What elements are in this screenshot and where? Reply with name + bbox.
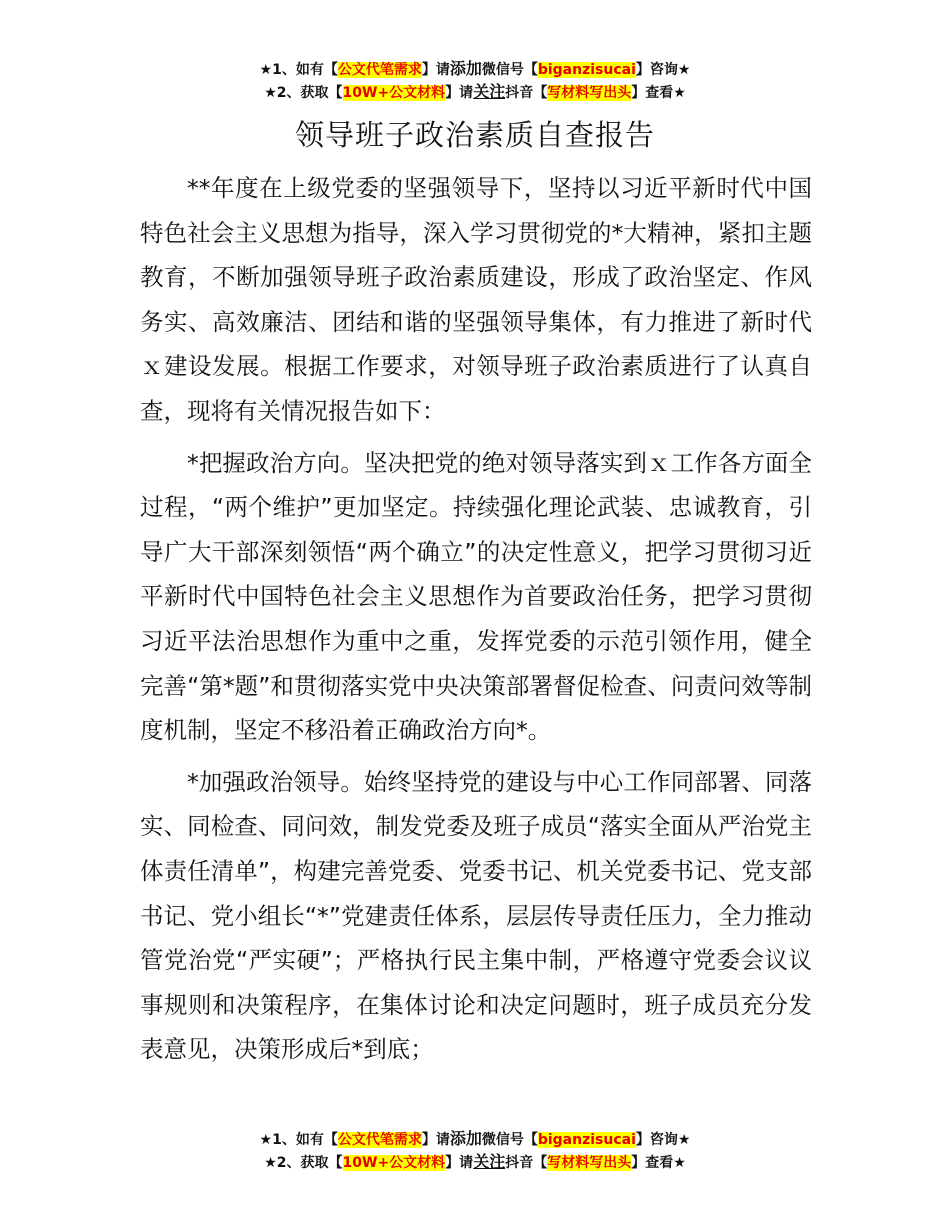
promo-highlight: 公文代笔需求 (337, 1132, 422, 1148)
promo-line-1 (0, 1128, 950, 1151)
promo-highlight: 10W+公文材料 (342, 1155, 446, 1171)
promo-text: 微信号【 (481, 62, 538, 78)
promo-text: 】请 (421, 1132, 450, 1148)
promo-banner-bottom (0, 1128, 950, 1174)
promo-text: 】查看★ (631, 1155, 686, 1171)
promo-text: 】请 (445, 85, 474, 101)
paragraph-political-leadership: *加强政治领导。始终坚持党的建设与中心工作同部署、同落实、同检查、同问效，制发党委及班子成员“落实全面从严治党主体责任清单”，构建完善党委、党委书记、机关党委书记、党支部书记、党小组长“*”党建责任体系，层层传导责任压力，全力推动管党治党“严实硬”；严格执行民主集中制，严格遵守党委会议议事规则和决策程序，在集体讨论和决定问题时，班子成员充分发表意见，决策形成后*到底； (140, 767, 812, 1064)
promo-text: 】请 (445, 1155, 474, 1171)
promo-text: ★1、如有【 (259, 62, 338, 78)
promo-line-2 (0, 81, 950, 104)
promo-highlight: biganzisucai (537, 1132, 636, 1148)
promo-text: 微信号【 (481, 1132, 538, 1148)
paragraph-intro: **年度在上级党委的坚强领导下，坚持以习近平新时代中国特色社会主义思想为指导，深入学习贯彻党的*大精神，紧扣主题教育，不断加强领导班子政治素质建设，形成了政治坚定、作风务实、高效廉洁、团结和谐的坚强领导集体，有力推进了新时代ｘ建设发展。根据工作要求，对领导班子政治素质进行了认真自查，现将有关情况报告如下： (140, 174, 812, 425)
promo-emphasis: 关注 (473, 82, 506, 101)
promo-text: 】咨询★ (635, 1132, 691, 1148)
promo-highlight: 公文代笔需求 (337, 62, 422, 78)
promo-text: 】请 (421, 62, 450, 78)
promo-line-1 (0, 58, 950, 81)
promo-text: ★1、如有【 (259, 1132, 338, 1148)
promo-text: 】咨询★ (635, 62, 691, 78)
promo-highlight: 10W+公文材料 (342, 85, 446, 101)
promo-text: ★2、获取【 (264, 85, 343, 101)
promo-line-2 (0, 1151, 950, 1174)
document-body (140, 166, 812, 1072)
promo-banner-top (0, 58, 950, 104)
paragraph-political-direction: *把握政治方向。坚决把党的绝对领导落实到ｘ工作各方面全过程，“两个维护”更加坚定。持续强化理论武装、忠诚教育，引导广大干部深刻领悟“两个确立”的决定性意义，把学习贯彻习近平新时代中国特色社会主义思想作为首要政治任务，把学习贯彻习近平法治思想作为重中之重，发挥党委的示范引领作用，健全完善“第*题”和贯彻落实党中央决策部署督促检查、问责问效等制度机制，坚定不移沿着正确政治方向*。 (140, 448, 812, 745)
promo-highlight: 写材料写出头 (547, 85, 632, 101)
promo-emphasis: 添加 (449, 59, 482, 78)
promo-text: 抖音【 (505, 1155, 548, 1171)
promo-highlight: 写材料写出头 (547, 1155, 632, 1171)
promo-text: 抖音【 (505, 85, 548, 101)
promo-text: ★2、获取【 (264, 1155, 343, 1171)
promo-emphasis: 关注 (473, 1152, 506, 1171)
document-title: 领导班子政治素质自查报告 (294, 118, 655, 152)
promo-emphasis: 添加 (449, 1129, 482, 1148)
promo-highlight: biganzisucai (537, 62, 636, 78)
promo-text: 】查看★ (631, 85, 686, 101)
